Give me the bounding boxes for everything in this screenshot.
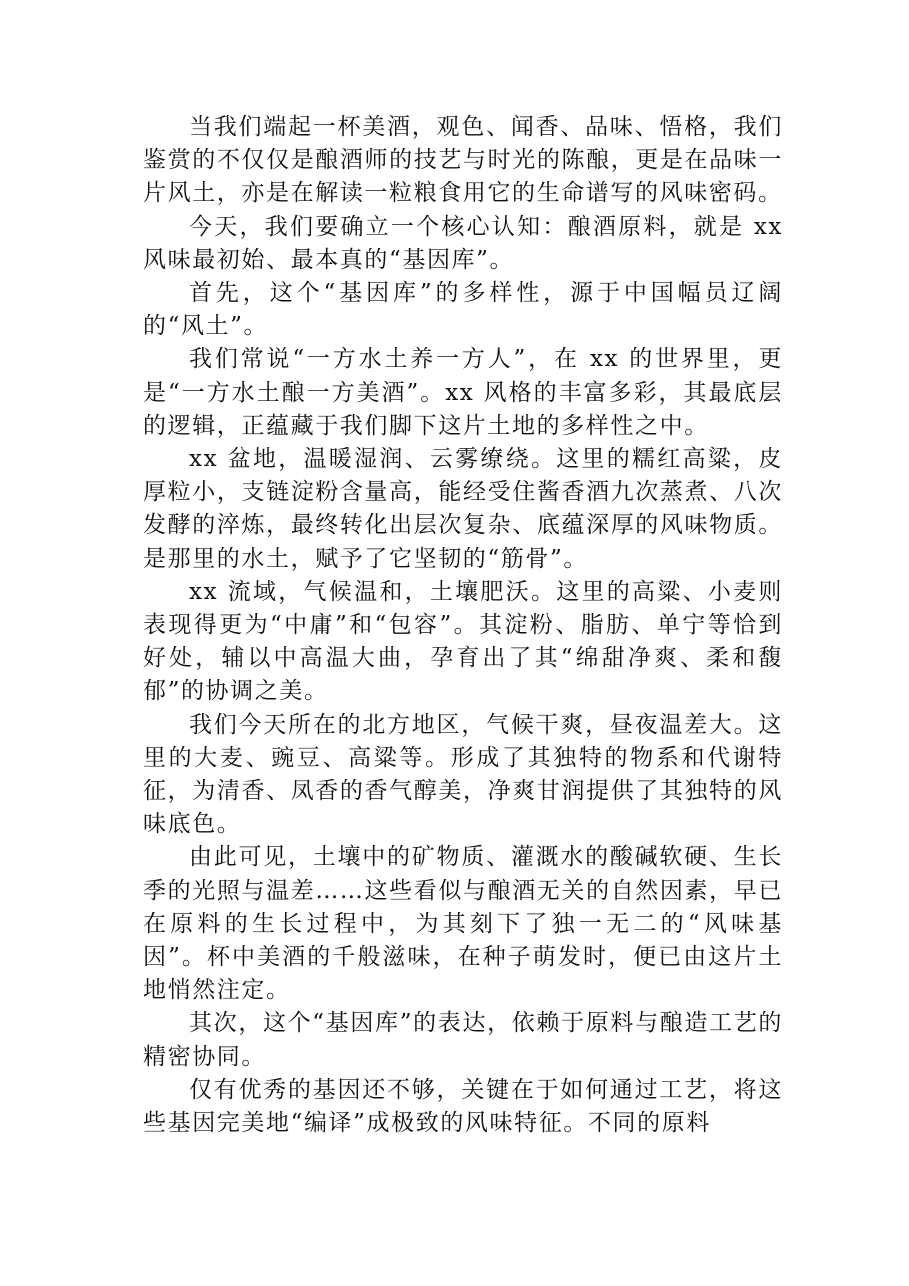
- paragraph-2: 今天，我们要确立一个核心认知：酿酒原料，就是 xx 风味最初始、最本真的“基因库”。: [143, 213, 783, 273]
- paragraph-1: 当我们端起一杯美酒，观色、闻香、品味、悟格，我们鉴赏的不仅仅是酿酒师的技艺与时光的陈酿，更是在品味一片风土，亦是在解读一粒粮食用它的生命谱写的风味密码。: [143, 114, 783, 207]
- paragraph-7: 我们今天所在的北方地区，气候干爽，昼夜温差大。这里的大麦、豌豆、高粱等。形成了其独特的物系和代谢特征，为清香、凤香的香气醇美，净爽甘润提供了其独特的风味底色。: [143, 711, 783, 838]
- paragraph-3: 首先，这个“基因库”的多样性，源于中国幅员辽阔的“风土”。: [143, 280, 783, 340]
- paragraph-10: 仅有优秀的基因还不够，关键在于如何通过工艺，将这些基因完美地“编译”成极致的风味特征。不同的原料: [143, 1076, 783, 1137]
- paragraph-4: 我们常说“一方水土养一方人”，在 xx 的世界里，更是“一方水土酿一方美酒”。xx 风格的丰富多彩，其最底层的逻辑，正蕴藏于我们脚下这片土地的多样性之中。: [143, 346, 783, 439]
- paragraph-9: 其次，这个“基因库”的表达，依赖于原料与酿造工艺的精密协同。: [143, 1010, 783, 1070]
- paragraph-6: xx 流域，气候温和，土壤肥沃。这里的高粱、小麦则表现得更为“中庸”和“包容”。其淀粉、脂肪、单宁等恰到好处，辅以中高温大曲，孕育出了其“绵甜净爽、柔和馥郁”的协调之美。: [143, 578, 783, 705]
- paragraph-5: xx 盆地，温暖湿润、云雾缭绕。这里的糯红高粱，皮厚粒小，支链淀粉含量高，能经受住酱香酒九次蒸煮、八次发酵的淬炼，最终转化出层次复杂、底蕴深厚的风味物质。是那里的水土，赋予了它坚韧的“筋骨”。: [143, 446, 783, 572]
- document-body: [143, 111, 783, 1140]
- paragraph-8: 由此可见，土壤中的矿物质、灌溉水的酸碱软硬、生长季的光照与温差……这些看似与酿酒无关的自然因素，早已在原料的生长过程中，为其刻下了独一无二的“风味基因”。杯中美酒的千般滋味，在种子萌发时，便已由这片土地悄然注定。: [143, 844, 783, 1004]
